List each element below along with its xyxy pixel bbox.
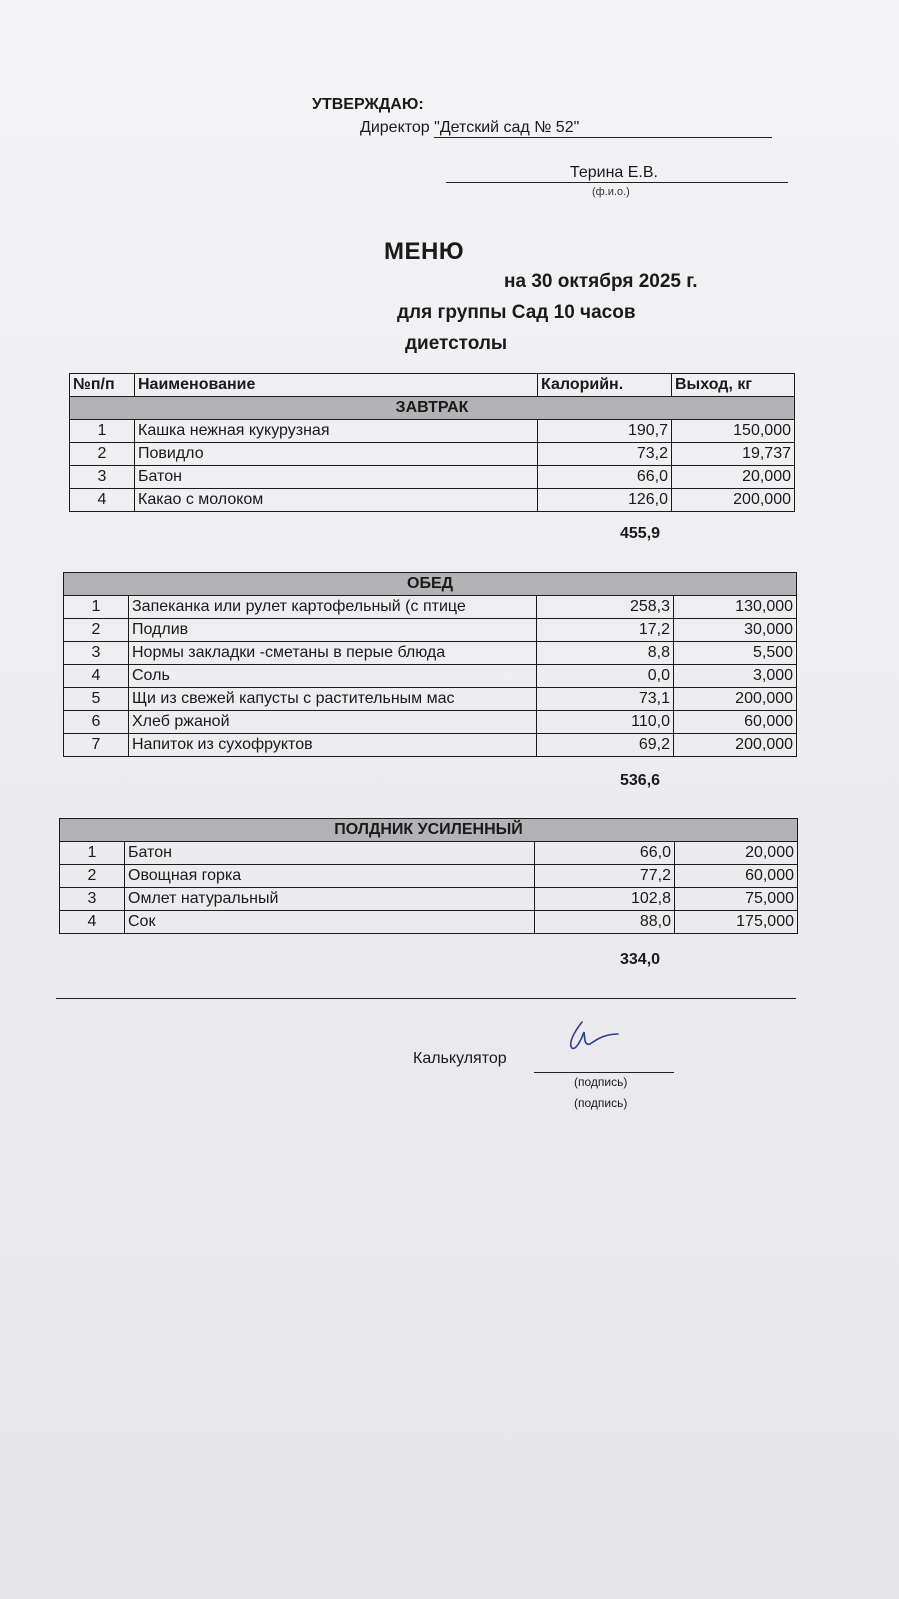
signature-caption: (подпись) bbox=[574, 1075, 628, 1089]
row-output: 150,000 bbox=[672, 420, 795, 443]
row-name: Батон bbox=[135, 466, 538, 489]
row-num: 1 bbox=[60, 842, 125, 865]
table-row bbox=[64, 688, 797, 711]
table-row bbox=[70, 489, 795, 512]
calculator-label: Калькулятор bbox=[413, 1050, 507, 1067]
row-output: 20,000 bbox=[675, 842, 798, 865]
row-num: 7 bbox=[64, 734, 129, 757]
row-calories: 73,1 bbox=[537, 688, 674, 711]
row-num: 2 bbox=[60, 865, 125, 888]
row-calories: 88,0 bbox=[535, 911, 675, 934]
row-name: Напиток из сухофруктов bbox=[129, 734, 537, 757]
snack-total: 334,0 bbox=[620, 951, 661, 968]
row-name: Повидло bbox=[135, 443, 538, 466]
row-num: 6 bbox=[64, 711, 129, 734]
row-calories: 17,2 bbox=[537, 619, 674, 642]
table-row bbox=[70, 466, 795, 489]
row-name: Омлет натуральный bbox=[125, 888, 535, 911]
menu-title: МЕНЮ bbox=[384, 238, 465, 265]
section-title-row bbox=[60, 819, 798, 842]
col-output-header: Выход, кг bbox=[672, 374, 795, 397]
row-num: 3 bbox=[70, 466, 135, 489]
row-name: Нормы закладки -сметаны в перые блюда bbox=[129, 642, 537, 665]
row-name: Щи из свежей капусты с растительным мас bbox=[129, 688, 537, 711]
row-output: 30,000 bbox=[674, 619, 797, 642]
col-num-header: №п/п bbox=[70, 374, 135, 397]
footer-divider bbox=[56, 998, 796, 999]
row-output: 20,000 bbox=[672, 466, 795, 489]
row-output: 5,500 bbox=[674, 642, 797, 665]
row-calories: 69,2 bbox=[537, 734, 674, 757]
row-output: 60,000 bbox=[674, 711, 797, 734]
breakfast-total: 455,9 bbox=[620, 525, 661, 542]
row-calories: 66,0 bbox=[538, 466, 672, 489]
row-num: 5 bbox=[64, 688, 129, 711]
table-row bbox=[64, 619, 797, 642]
row-name: Запеканка или рулет картофельный (с птице bbox=[129, 596, 537, 619]
row-name: Батон bbox=[125, 842, 535, 865]
row-output: 200,000 bbox=[674, 734, 797, 757]
row-calories: 77,2 bbox=[535, 865, 675, 888]
fio-caption: (ф.и.о.) bbox=[592, 186, 630, 198]
row-output: 130,000 bbox=[674, 596, 797, 619]
row-calories: 73,2 bbox=[538, 443, 672, 466]
row-num: 3 bbox=[64, 642, 129, 665]
signature-caption: (подпись) bbox=[574, 1096, 628, 1110]
row-calories: 8,8 bbox=[537, 642, 674, 665]
row-num: 2 bbox=[64, 619, 129, 642]
row-name: Подлив bbox=[129, 619, 537, 642]
director-row bbox=[360, 119, 772, 138]
table-row bbox=[64, 711, 797, 734]
row-name: Овощная горка bbox=[125, 865, 535, 888]
row-num: 1 bbox=[70, 420, 135, 443]
row-calories: 190,7 bbox=[538, 420, 672, 443]
lunch-table bbox=[63, 572, 797, 757]
table-row bbox=[64, 642, 797, 665]
signature-scribble bbox=[560, 1018, 630, 1058]
row-output: 3,000 bbox=[674, 665, 797, 688]
row-calories: 258,3 bbox=[537, 596, 674, 619]
row-name: Соль bbox=[129, 665, 537, 688]
row-num: 2 bbox=[70, 443, 135, 466]
table-row bbox=[60, 842, 798, 865]
breakfast-table bbox=[69, 373, 795, 512]
institution-name: "Детский сад № 52" bbox=[434, 119, 772, 138]
row-num: 1 bbox=[64, 596, 129, 619]
table-row bbox=[60, 911, 798, 934]
row-num: 4 bbox=[70, 489, 135, 512]
row-name: Какао с молоком bbox=[135, 489, 538, 512]
row-num: 4 bbox=[64, 665, 129, 688]
row-output: 60,000 bbox=[675, 865, 798, 888]
section-title-row bbox=[70, 397, 795, 420]
table-row bbox=[70, 420, 795, 443]
approve-heading: УТВЕРЖДАЮ: bbox=[312, 96, 424, 113]
row-num: 4 bbox=[60, 911, 125, 934]
section-title: ОБЕД bbox=[64, 573, 797, 596]
menu-group: для группы Сад 10 часов bbox=[397, 302, 636, 323]
row-calories: 110,0 bbox=[537, 711, 674, 734]
row-calories: 102,8 bbox=[535, 888, 675, 911]
row-output: 75,000 bbox=[675, 888, 798, 911]
table-header bbox=[70, 374, 795, 397]
row-name: Сок bbox=[125, 911, 535, 934]
row-output: 200,000 bbox=[674, 688, 797, 711]
row-output: 175,000 bbox=[675, 911, 798, 934]
table-row bbox=[70, 443, 795, 466]
table-row bbox=[64, 734, 797, 757]
signature-line bbox=[534, 1072, 674, 1073]
table-row bbox=[64, 665, 797, 688]
row-calories: 126,0 bbox=[538, 489, 672, 512]
director-label: Директор bbox=[360, 119, 430, 136]
row-calories: 0,0 bbox=[537, 665, 674, 688]
table-row bbox=[60, 888, 798, 911]
menu-date: на 30 октября 2025 г. bbox=[504, 271, 698, 292]
row-calories: 66,0 bbox=[535, 842, 675, 865]
row-name: Хлеб ржаной bbox=[129, 711, 537, 734]
col-name-header: Наименование bbox=[135, 374, 538, 397]
col-calories-header: Калорийн. bbox=[538, 374, 672, 397]
menu-diet: диетстолы bbox=[405, 333, 508, 354]
row-name: Кашка нежная кукурузная bbox=[135, 420, 538, 443]
section-title-row bbox=[64, 573, 797, 596]
table-row bbox=[64, 596, 797, 619]
section-title: ЗАВТРАК bbox=[70, 397, 795, 420]
row-num: 3 bbox=[60, 888, 125, 911]
row-output: 200,000 bbox=[672, 489, 795, 512]
snack-table bbox=[59, 818, 798, 934]
row-output: 19,737 bbox=[672, 443, 795, 466]
director-name: Терина Е.В. bbox=[446, 164, 788, 183]
table-row bbox=[60, 865, 798, 888]
lunch-total: 536,6 bbox=[620, 772, 661, 789]
signature-mark bbox=[560, 1018, 630, 1063]
section-title: ПОЛДНИК УСИЛЕННЫЙ bbox=[60, 819, 798, 842]
